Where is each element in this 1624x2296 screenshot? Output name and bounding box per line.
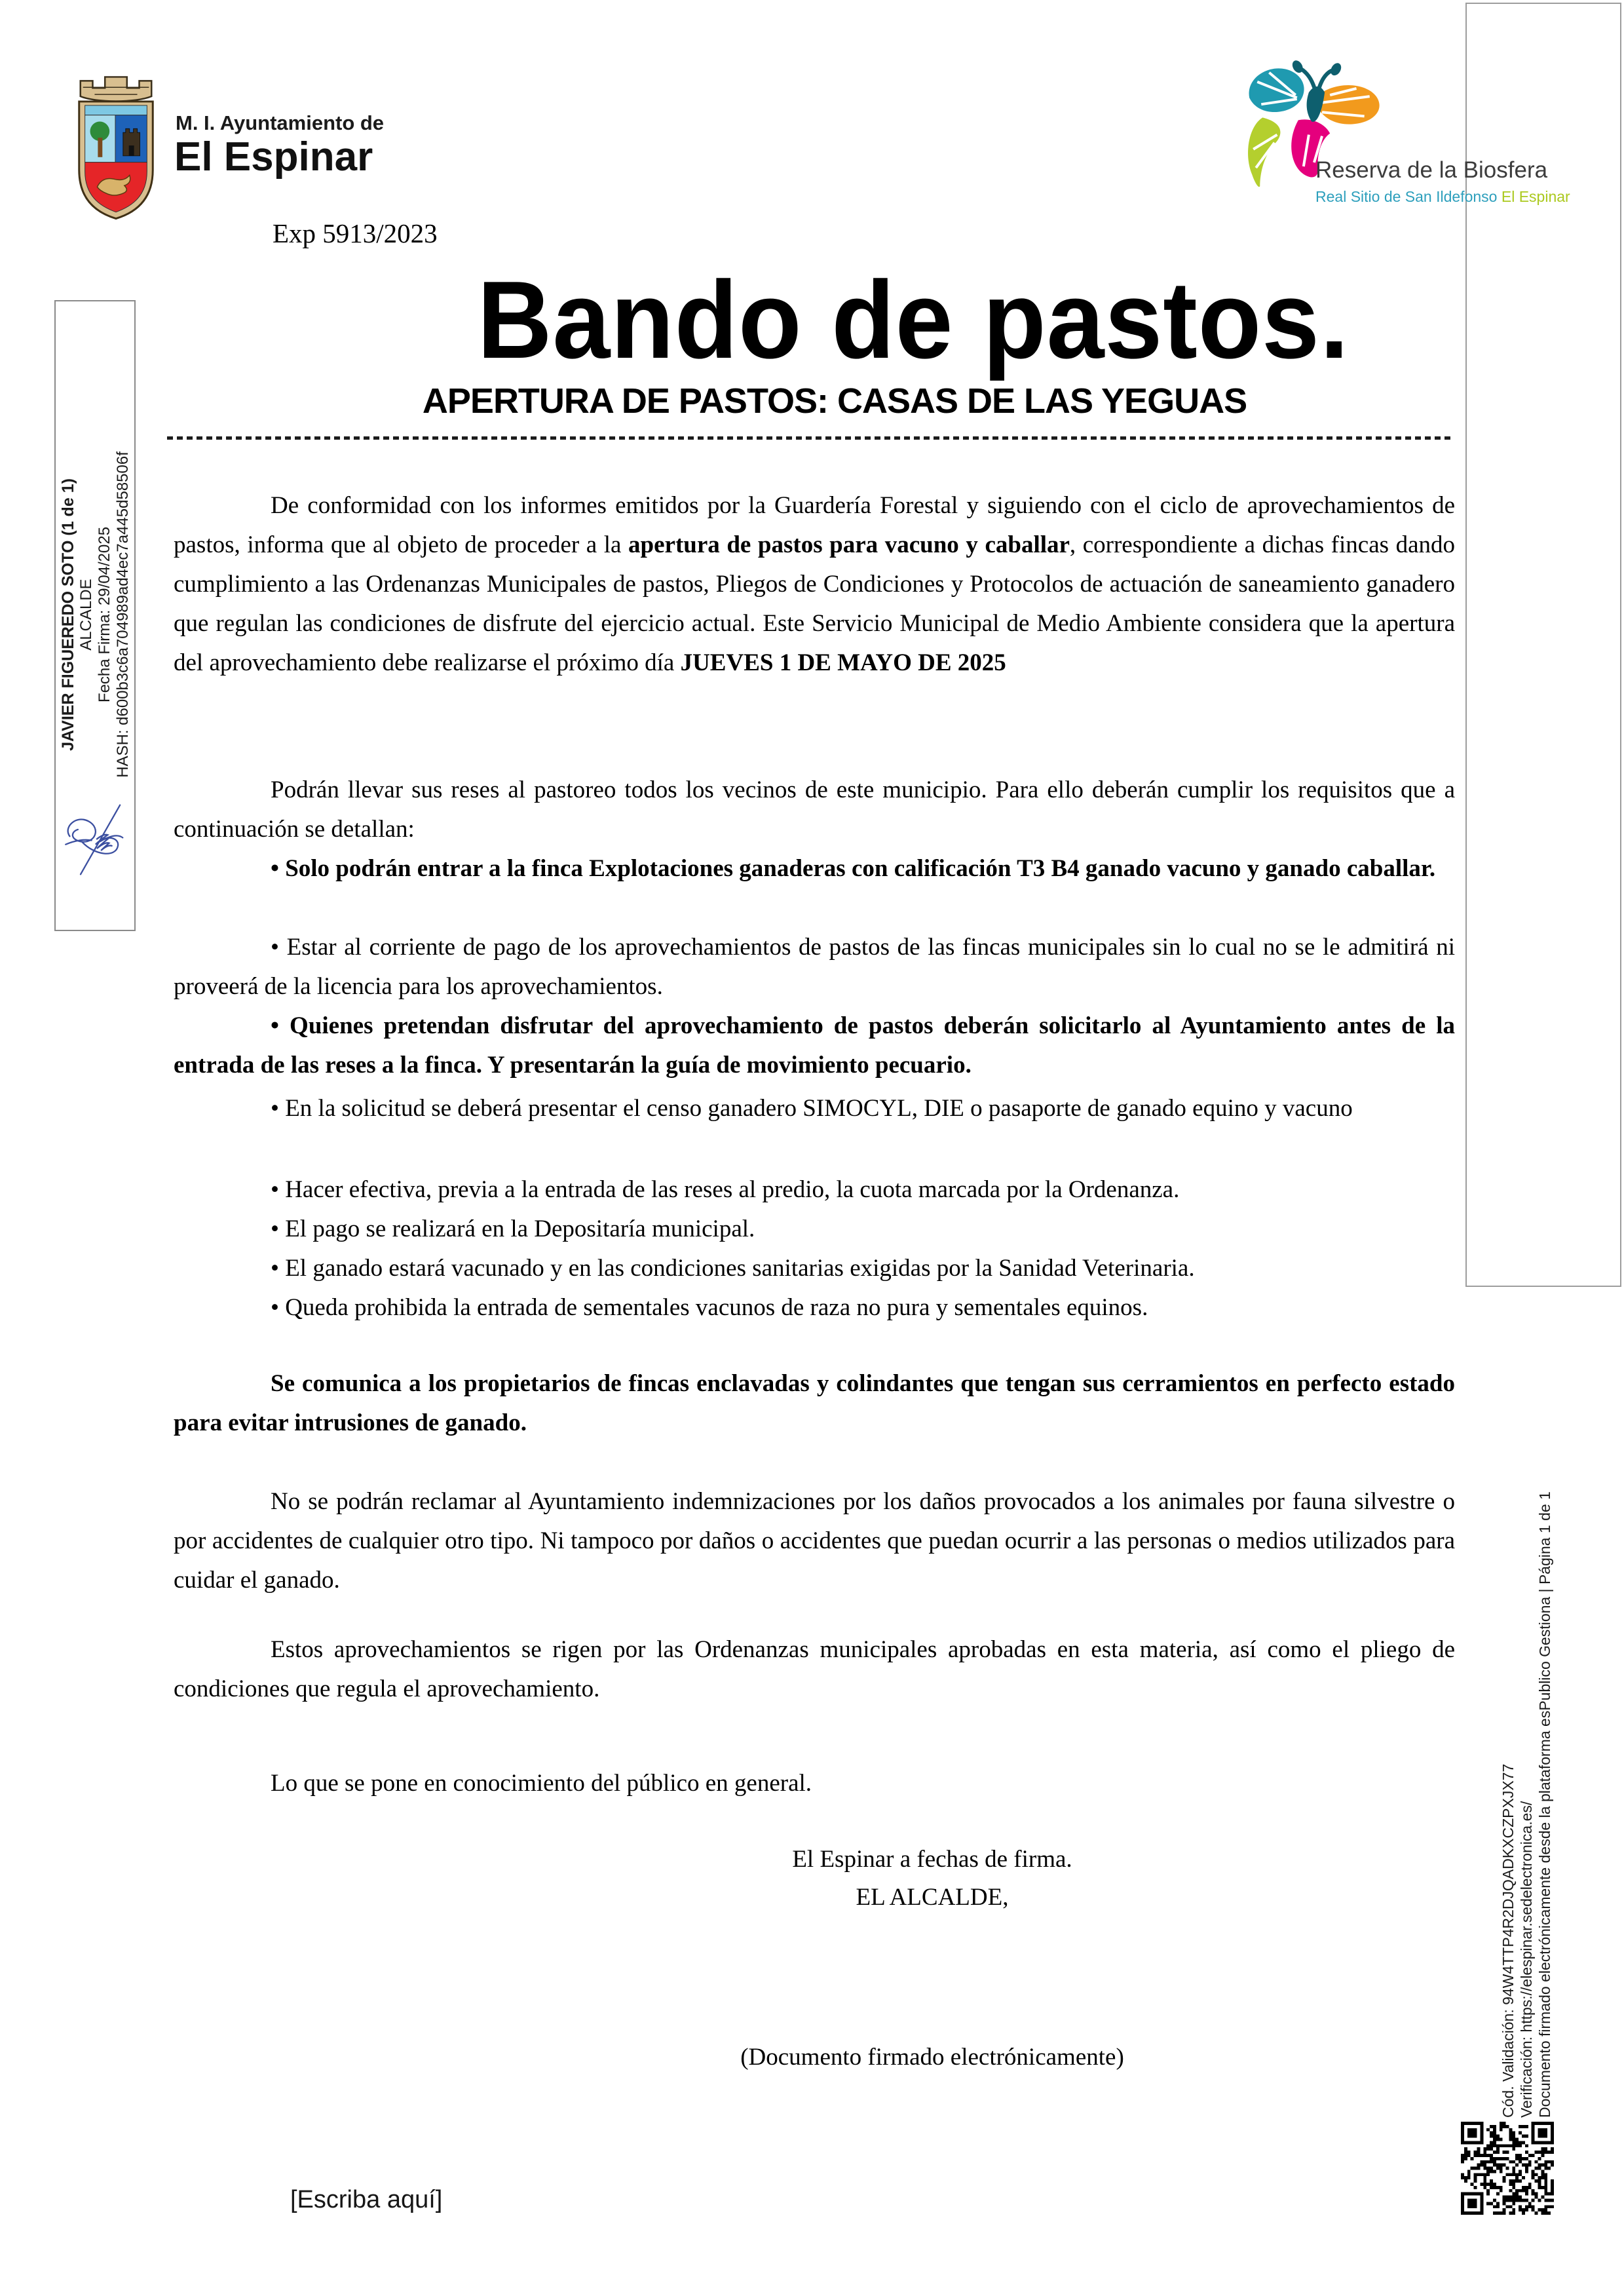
- paragraph-no-reclamar: No se podrán reclamar al Ayuntamiento indemnizaciones por los daños provocados a los animales por fauna silvestre o por accidentes de cualquier otro tipo. Ni tampoco por daños o accidentes que puedan ocurrir a las personas o medios utilizados para cuidar el ganado.: [174, 1488, 1455, 1594]
- org-name-small: M. I. Ayuntamiento de: [176, 111, 385, 134]
- org-name-big: El Espinar: [174, 134, 373, 180]
- signature-hash: HASH: d600b3c6a704989ad4ec7a445d58506f: [114, 451, 132, 778]
- signed-electronically-line: (Documento firmado electrónicamente): [740, 2044, 1124, 2071]
- paragraph-ordenanzas: Estos aprovechamientos se rigen por las Ordenanzas municipales aprobadas en esta materia, así como el pliego de condiciones que regula el aprovechamiento.: [174, 1636, 1455, 1702]
- qr-code: [1461, 2122, 1554, 2215]
- paragraph-podran: Podrán llevar sus reses al pastoreo todos los vecinos de este municipio. Para ello deberán cumplir los requisitos que a continuación se detallan:: [174, 776, 1455, 843]
- bullet-item: • En la solicitud se deberá presentar el censo ganadero SIMOCYL, DIE o pasaporte de ganado equino y vacuno: [271, 1095, 1353, 1122]
- expediente-number: Exp 5913/2023: [273, 218, 438, 248]
- place-date-line: El Espinar a fechas de firma.: [792, 1846, 1072, 1873]
- bullet-item: • Solo podrán entrar a la finca Explotaciones ganaderas con calificación T3 B4 ganado vacuno y ganado caballar.: [271, 855, 1436, 882]
- signer-name: JAVIER FIGUEREDO SOTO (1 de 1): [59, 478, 77, 751]
- paragraph-conformidad: De conformidad con los informes emitidos por la Guardería Forestal y siguiendo con el ciclo de aprovechamientos de pastos, informa que al objeto de proceder a la apertura de pastos para vacuno y caballar, correspondiente a dichas fincas dando cumplimiento a las Ordenanzas Municipales de pastos, Pliegos de Condiciones y Protocolos de actuación de saneamiento ganadero que regulan las condiciones de disfrute del ejercicio actual. Este Servicio Municipal de Medio Ambiente considera que la apertura del aprovechamiento debe realizarse el próximo día JUEVES 1 DE MAYO DE 2025: [174, 492, 1455, 676]
- coat-of-arms-icon: [67, 72, 164, 221]
- biosfera-title: Reserva de la Biosfera: [1315, 157, 1548, 183]
- document-title: Bando de pastos.: [477, 258, 1350, 381]
- paragraph-conocimiento: Lo que se pone en conocimiento del público en general.: [271, 1770, 812, 1797]
- signer-role: ALCALDE: [77, 579, 95, 651]
- bullet-item: • El pago se realizará en la Depositaría municipal.: [271, 1215, 755, 1242]
- bullet-item: • Quienes pretendan disfrutar del aprovechamiento de pastos deberán solicitarlo al Ayuntamiento antes de la entrada de las reses a la finca. Y presentarán la guía de movimiento pecuario.: [174, 1012, 1455, 1079]
- validation-code: Cód. Validación: 94W4TTP4R2DJQADKXCZPXJX77: [1500, 1763, 1517, 2118]
- bullet-item: • Queda prohibida la entrada de sementales vacunos de raza no pura y sementales equinos.: [271, 1294, 1148, 1321]
- biosfera-subtitle-teal: Real Sitio de San Ildefonso: [1315, 188, 1498, 205]
- signature-date: Fecha Firma: 29/04/2025: [96, 526, 113, 703]
- validation-margin-text: [1499, 1491, 1554, 2118]
- biosfera-subtitle: [1315, 188, 1570, 206]
- alcalde-line: EL ALCALDE,: [856, 1884, 1009, 1911]
- document-subtitle: APERTURA DE PASTOS: CASAS DE LAS YEGUAS: [422, 381, 1247, 421]
- bullet-item: • El ganado estará vacunado y en las condiciones sanitarias exigidas por la Sanidad Veterinaria.: [271, 1255, 1195, 1282]
- platform-note: Documento firmado electrónicamente desde la plataforma esPublico Gestiona | Página 1 de 1: [1536, 1491, 1553, 2118]
- dashed-separator: [167, 436, 1452, 440]
- paragraph-se-comunica: Se comunica a los propietarios de fincas enclavadas y colindantes que tengan sus cerramientos en perfecto estado para evitar intrusiones de ganado.: [174, 1370, 1455, 1436]
- bullet-item: • Hacer efectiva, previa a la entrada de las reses al predio, la cuota marcada por la Ordenanza.: [271, 1176, 1180, 1203]
- biosfera-subtitle-green: El Espinar: [1501, 188, 1570, 205]
- verification-url: Verificación: https://elespinar.sedelectronica.es/: [1518, 1801, 1535, 2118]
- escriba-aqui-placeholder: [Escriba aquí]: [290, 2186, 443, 2213]
- bullet-item: • Estar al corriente de pago de los aprovechamientos de pastos de las fincas municipales sin lo cual no se le admitirá ni proveerá de la licencia para los aprovechamientos.: [174, 934, 1455, 1000]
- handwritten-signature: [62, 801, 136, 879]
